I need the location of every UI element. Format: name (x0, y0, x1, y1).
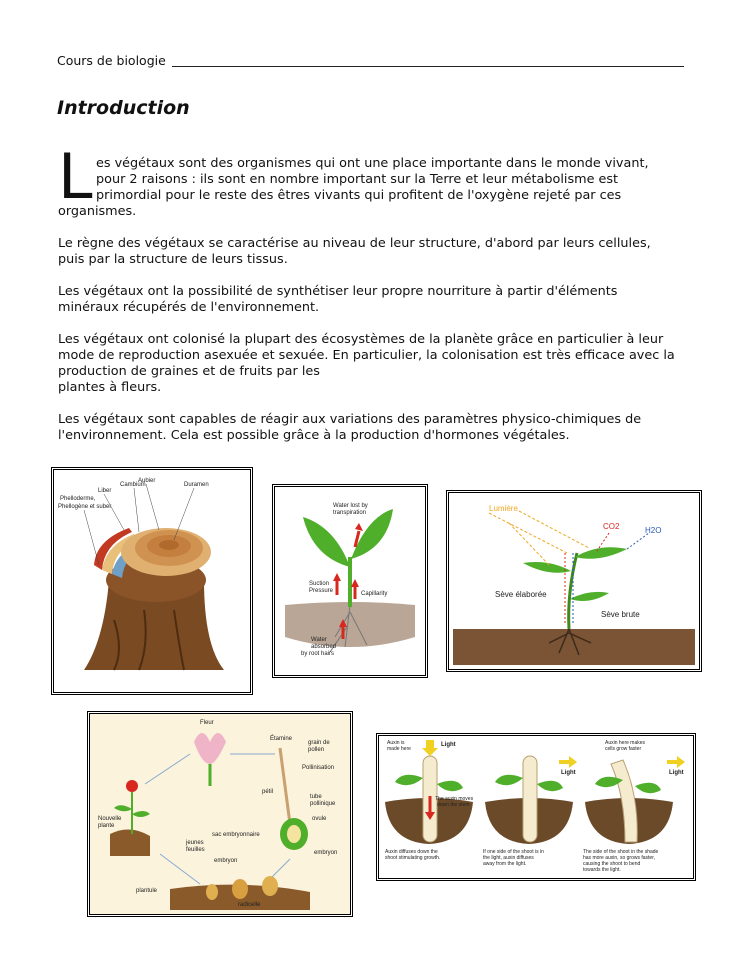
label-aubier: Aubier (138, 478, 156, 484)
figure-reproduction-cycle (89, 713, 351, 915)
label-transpiration: transpiration (333, 510, 367, 516)
label-ovule: ovule (312, 816, 327, 822)
label-embryon-2: embryon (314, 850, 338, 856)
label-made-here: made here (387, 746, 411, 752)
drop-cap: L (58, 140, 93, 213)
caption-2-line3: away from the light. (483, 861, 527, 867)
label-tube: tube (310, 794, 322, 800)
label-h2o: H2O (645, 526, 662, 535)
caption-1-line2: shoot stimulating growth. (385, 855, 441, 861)
label-cambium: Cambium (120, 482, 146, 488)
label-seve-elaboree: Sève élaborée (495, 590, 547, 599)
label-water-lost: Water lost by (333, 503, 368, 509)
label-water: Water (311, 637, 327, 643)
label-phelloderme: Phelloderme, (60, 496, 96, 502)
label-auxin-here: Auxin here makes (605, 740, 646, 746)
label-auxin-moves: The auxin moves (435, 796, 474, 802)
caption-2-line1: If one side of the shoot is in (483, 849, 544, 855)
leaf-icon (303, 517, 350, 567)
label-down-stem: down the stem (437, 802, 470, 808)
label-auxin-is: Auxin is (387, 740, 405, 746)
label-cells-grow: cells grow faster (605, 746, 642, 752)
p4-line4: plantes à fleurs. (58, 380, 162, 395)
caption-3-line4: towards the light. (583, 867, 621, 873)
label-fleur: Fleur (200, 720, 214, 726)
p4-line3: production de graines et de fruits par les (58, 364, 320, 379)
caption-1-line1: Auxin diffuses down the (385, 849, 438, 855)
p4-line2: mode de reproduction asexuée et sexuée. En particulier, la colonisation est très efficace avec la (58, 348, 675, 363)
label-plantule: plantule (136, 888, 158, 894)
figure-trunk-section (53, 469, 251, 693)
label-root-hairs: by root hairs (301, 651, 335, 657)
p1-line3: primordial pour le reste des êtres vivants qui profitent de l'oxygène rejeté par ces (96, 188, 622, 203)
page-title: Introduction (57, 97, 190, 119)
p3-line2: minéraux récupérés de l'environnement. (58, 300, 320, 315)
label-feuilles: feuilles (186, 847, 205, 853)
label-petil: pétil (262, 789, 274, 795)
label-lumiere: Lumière (489, 504, 518, 513)
label-grain: grain de (308, 740, 330, 746)
course-header: Cours de biologie (57, 53, 166, 68)
label-duramen: Duramen (184, 482, 209, 488)
label-capillarity: Capillarity (361, 591, 388, 597)
p2-line2: puis par la structure de leurs tissus. (58, 252, 288, 267)
label-plante: plante (98, 823, 115, 829)
label-suction: Suction (309, 581, 330, 587)
label-seve-brute: Sève brute (601, 610, 640, 619)
p3-line1: Les végétaux ont la possibilité de synthétiser leur propre nourriture à partir d'éléments (58, 284, 618, 299)
figure-auxin (378, 735, 694, 879)
label-co2: CO2 (603, 522, 620, 531)
flower-icon (126, 780, 138, 792)
figure-sap-circulation (448, 492, 700, 670)
label-absorbed: absorbed (311, 644, 337, 650)
p5-line1: Les végétaux sont capables de réagir aux variations des paramètres physico-chimiques de (58, 412, 642, 427)
caption-3-line3: causing the shoot to bend (583, 861, 641, 867)
label-light-2: Light (561, 770, 576, 776)
label-sac-embryonnaire: sac embryonnaire (212, 832, 260, 838)
caption-3-line2: has more auxin, so grows faster, (583, 855, 655, 861)
p1-line1: es végétaux sont des organismes qui ont une place importante dans le monde vivant, (96, 156, 649, 171)
label-embryon: embryon (214, 858, 238, 864)
p1-line2: pour 2 raisons : ils sont en nombre important sur la Terre et leur métabolisme est (96, 172, 619, 187)
p5-line2: l'environnement. Cela est possible grâce à la production d'hormones végétales. (58, 428, 570, 443)
label-light-1: Light (441, 742, 456, 748)
label-etamine: Étamine (270, 736, 293, 742)
label-liber: Liber (98, 488, 112, 494)
label-pressure: Pressure (309, 588, 334, 594)
p2-line1: Le règne des végétaux se caractérise au niveau de leur structure, d'abord par leurs cellules, (58, 236, 651, 251)
p1-line4: organismes. (58, 204, 137, 219)
p4-line1: Les végétaux ont colonisé la plupart des écosystèmes de la planète grâce en particulier à leur (58, 332, 664, 347)
caption-2-line2: the light, auxin diffuses (483, 855, 534, 861)
label-pollinique: pollinique (310, 801, 336, 807)
figure-transpiration (274, 486, 426, 676)
label-light-3: Light (669, 770, 684, 776)
label-jeunes: jeunes (186, 840, 204, 846)
label-radicelle: radicelle (238, 902, 261, 908)
label-nouvelle: Nouvelle (98, 816, 122, 822)
label-phellogene: Phellogène et suber (58, 504, 112, 510)
label-pollinisation: Pollinisation (302, 765, 335, 771)
header-underline (172, 66, 684, 67)
caption-3-line1: The side of the shoot in the shade (583, 849, 659, 855)
label-pollen: pollen (308, 747, 325, 753)
